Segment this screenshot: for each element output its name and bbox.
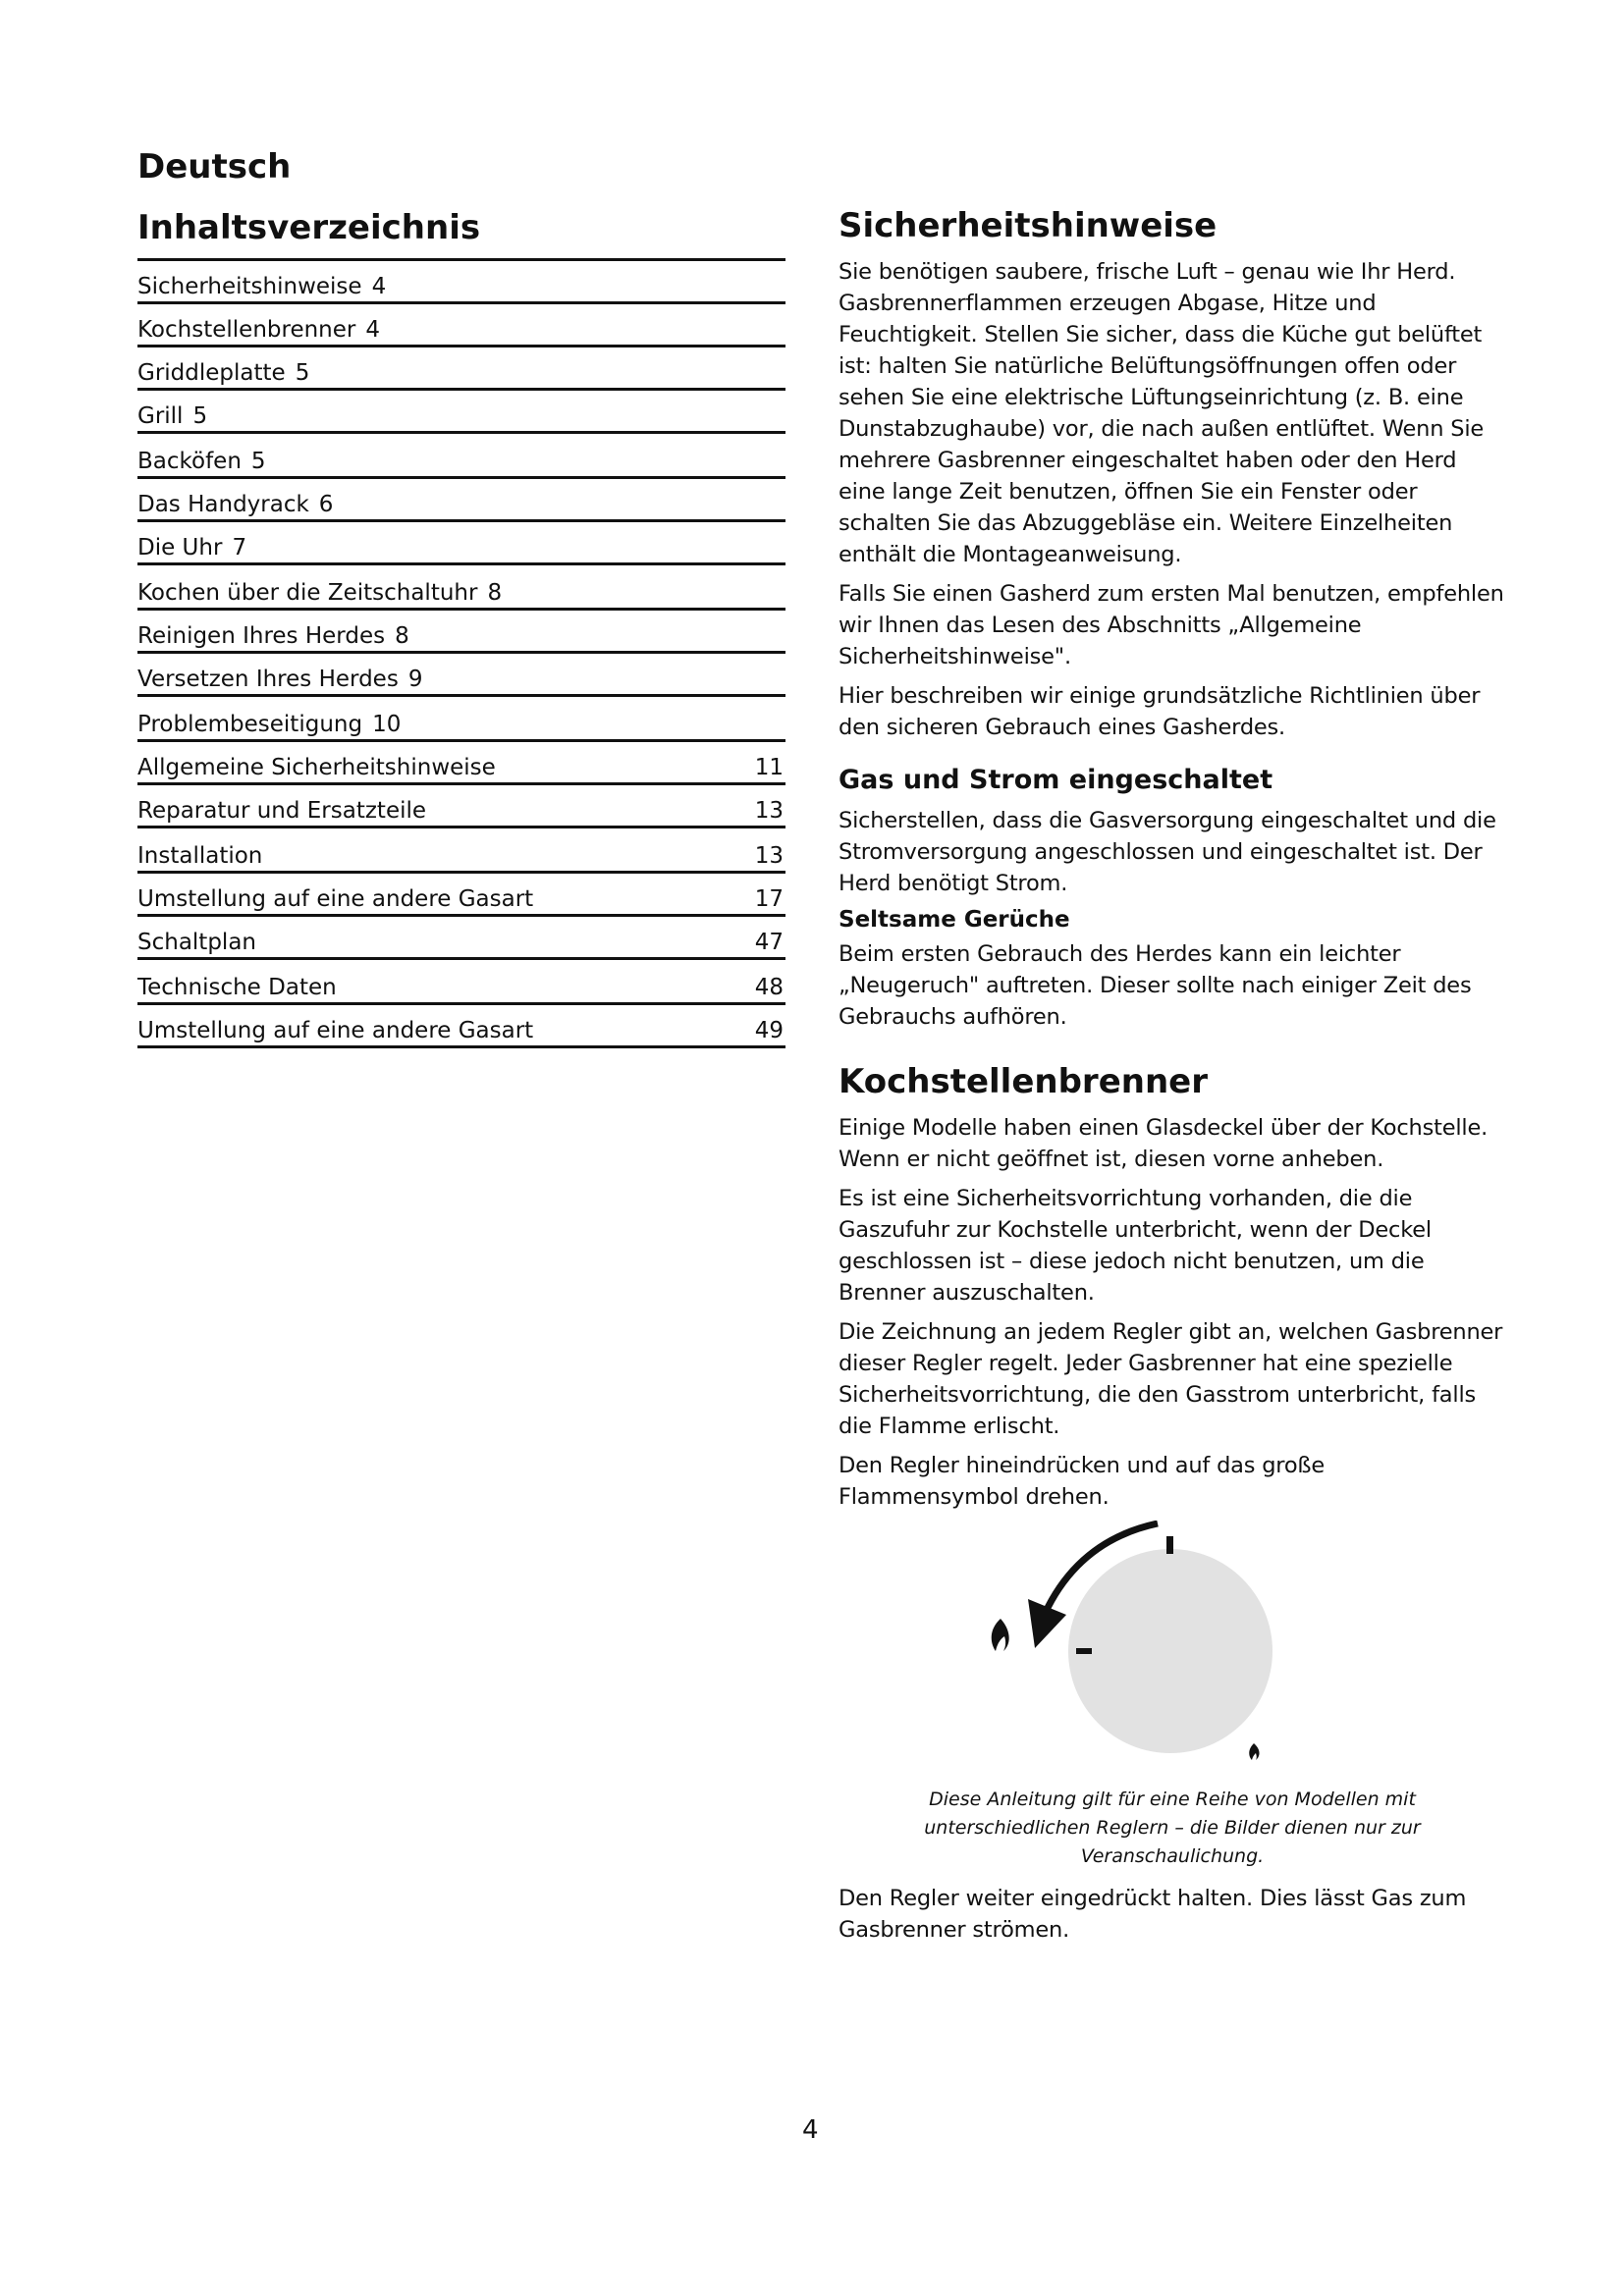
paragraph: Hier beschreiben wir einige grundsätzliche Richtlinien über den sicheren Gebrauch eines Gasherdes. [839, 682, 1481, 740]
toc-entry-label: Die Uhr [137, 535, 223, 561]
paragraph: Den Regler hineindrücken und auf das große Flammensymbol drehen. [839, 1452, 1326, 1510]
toc-entry-page: 13 [754, 798, 784, 824]
table-of-contents [137, 258, 785, 1048]
toc-entry[interactable] [137, 565, 785, 611]
toc-entry[interactable] [137, 479, 785, 522]
small-flame-icon [1249, 1743, 1259, 1760]
toc-entry[interactable] [137, 785, 785, 828]
paragraph: Die Zeichnung an jedem Regler gibt an, welchen Gasbrenner dieser Regler regelt. Jeder Gasbrenner hat eine spezielle Sicherheitsvorrichtung, die den Gasstrom unterbricht, falls die Flamme erlischt. [839, 1318, 1503, 1439]
paragraph: Beim ersten Gebrauch des Herdes kann ein leichter „Neugeruch" auftreten. Dieser sollte nach einiger Zeit des Gebrauchs aufhören. [839, 940, 1472, 1030]
large-flame-icon [992, 1619, 1009, 1651]
toc-entry-page: 5 [192, 403, 208, 429]
toc-entry[interactable] [137, 522, 785, 565]
toc-entry-label: Installation [137, 843, 263, 869]
paragraph: Falls Sie einen Gasherd zum ersten Mal benutzen, empfehlen wir Ihnen das Lesen des Abschnitts „Allgemeine Sicherheitshinweise". [839, 580, 1504, 669]
figure-caption: Diese Anleitung gilt für eine Reihe von Modellen mit unterschiedlichen Reglern – die Bilder dienen nur zur Veranschaulichung. [924, 1788, 1421, 1867]
toc-entry-label: Allgemeine Sicherheitshinweise [137, 755, 496, 780]
toc-entry-page: 5 [295, 360, 310, 386]
toc-entry[interactable] [137, 611, 785, 654]
toc-entry-page: 48 [754, 975, 784, 1000]
subsection-title-gas: Gas und Strom eingeschaltet [839, 764, 1273, 795]
paragraph: Den Regler weiter eingedrückt halten. Dies lässt Gas zum Gasbrenner strömen. [839, 1885, 1467, 1943]
paragraph: Einige Modelle haben einen Glasdeckel über der Kochstelle. Wenn er nicht geöffnet ist, diesen vorne anheben. [839, 1114, 1489, 1172]
toc-entry[interactable] [137, 654, 785, 697]
language-heading: Deutsch [137, 147, 292, 187]
toc-entry[interactable] [137, 697, 785, 742]
toc-entry-label: Reinigen Ihres Herdes [137, 623, 386, 649]
toc-title: Inhaltsverzeichnis [137, 208, 481, 247]
toc-entry-page: 11 [754, 755, 784, 780]
toc-entry[interactable] [137, 261, 785, 304]
toc-entry-page: 5 [250, 449, 266, 474]
toc-entry-page: 6 [318, 492, 334, 517]
toc-entry[interactable] [137, 434, 785, 479]
content-column [839, 206, 1506, 1953]
toc-entry[interactable] [137, 1005, 785, 1048]
paragraph: Es ist eine Sicherheitsvorrichtung vorhanden, die die Gaszufuhr zur Kochstelle unterbricht, wenn der Deckel geschlossen ist – diese jedoch nicht benutzen, um die Brenner auszuschalten. [839, 1185, 1432, 1306]
paragraph: Sicherstellen, dass die Gasversorgung eingeschaltet und die Stromversorgung angeschlossen und eingeschaltet ist. Der Herd benötigt Strom. [839, 807, 1496, 896]
toc-entry-page: 47 [754, 930, 784, 955]
toc-entry-page: 13 [754, 843, 784, 869]
toc-entry-label: Problembeseitigung [137, 712, 363, 737]
toc-entry-page: 7 [232, 535, 247, 561]
toc-entry-label: Versetzen Ihres Herdes [137, 667, 399, 692]
toc-entry-label: Schaltplan [137, 930, 256, 955]
toc-entry-label: Umstellung auf eine andere Gasart [137, 886, 534, 912]
toc-entry-page: 8 [395, 623, 409, 649]
toc-entry-page: 8 [487, 580, 503, 606]
toc-entry[interactable] [137, 304, 785, 347]
toc-entry-label: Sicherheitshinweise [137, 274, 362, 299]
section-title-burner: Kochstellenbrenner [839, 1061, 1208, 1101]
toc-entry-label: Umstellung auf eine andere Gasart [137, 1018, 534, 1043]
page-number: 4 [802, 2115, 819, 2145]
knob-dial [1068, 1549, 1272, 1753]
toc-entry[interactable] [137, 391, 785, 434]
high-position-mark-icon [1076, 1648, 1092, 1654]
toc-entry-label: Reparatur und Ersatzteile [137, 798, 427, 824]
toc-entry-label: Grill [137, 403, 184, 429]
toc-entry[interactable] [137, 742, 785, 785]
toc-entry[interactable] [137, 874, 785, 917]
section-title-safety: Sicherheitshinweise [839, 206, 1218, 245]
toc-entry-page: 9 [407, 667, 423, 692]
subsection-title-smell: Seltsame Gerüche [839, 906, 1070, 933]
toc-entry-page: 49 [754, 1018, 784, 1043]
toc-entry-page: 17 [754, 886, 784, 912]
toc-entry[interactable] [137, 917, 785, 960]
toc-entry-label: Technische Daten [137, 975, 337, 1000]
toc-entry-page: 4 [371, 274, 387, 299]
toc-entry-page: 10 [372, 712, 402, 737]
toc-entry[interactable] [137, 347, 785, 391]
toc-entry-label: Griddleplatte [137, 360, 286, 386]
toc-entry-page: 4 [365, 317, 380, 343]
paragraph: Sie benötigen saubere, frische Luft – genau wie Ihr Herd. Gasbrennerflammen erzeugen Abgase, Hitze und Feuchtigkeit. Stellen Sie sicher, dass die Küche gut belüftet ist: halten Sie natürliche Belüftungsöffnungen offen oder sehen Sie eine elektrische Lüftungseinrichtung (z. B. eine Dunstabzughaube) vor, die nach außen entlüftet. Wenn Sie mehrere Gasbrenner eingeschaltet haben oder den Herd eine lange Zeit benutzen, öffnen Sie ein Fenster oder schalten Sie das Abzuggebläse ein. Weitere Einzelheiten enthält die Montageanweisung. [839, 258, 1485, 567]
off-position-mark-icon [1166, 1536, 1173, 1554]
toc-entry[interactable] [137, 960, 785, 1005]
toc-entry-label: Kochen über die Zeitschaltuhr [137, 580, 478, 606]
toc-entry-label: Das Handyrack [137, 492, 309, 517]
knob-illustration [839, 1521, 1506, 1786]
toc-entry-label: Kochstellenbrenner [137, 317, 356, 343]
toc-entry-label: Backöfen [137, 449, 242, 474]
toc-entry[interactable] [137, 828, 785, 874]
